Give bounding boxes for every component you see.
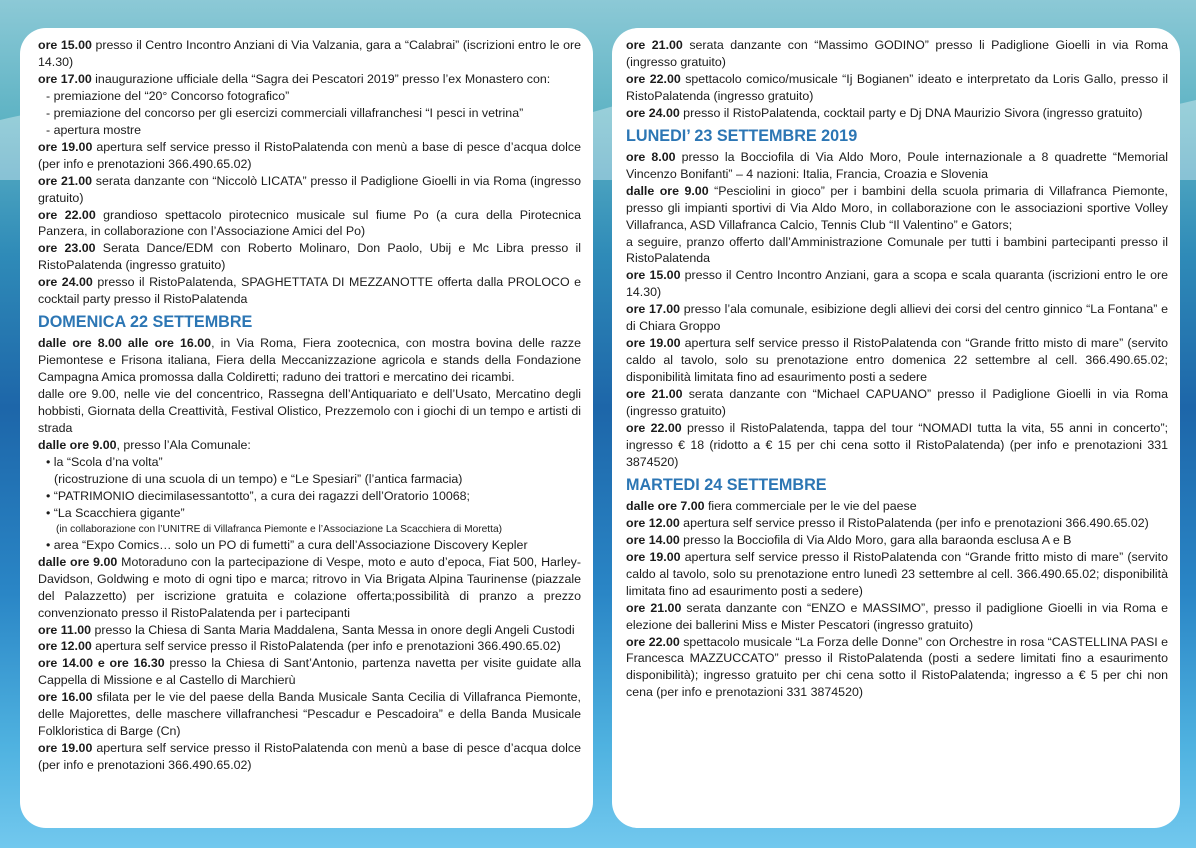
bullet-item: - apertura mostre bbox=[46, 122, 142, 137]
event-text: inaugurazione ufficiale della “Sagra dei Pescatori 2019” presso l’ex Monastero con: bbox=[91, 71, 551, 86]
event-item bbox=[38, 274, 581, 308]
event-text: apertura self service presso il RistoPalatenda con “Grande fritto misto di mare” (servito caldo al tavolo, solo su prenotazione entro lunedì 23 settembre al cell. 366.490.65.02; disponibilità limitata fino ad esaurimento posti a sedere) bbox=[626, 549, 1169, 598]
event-text: presso il RistoPalatenda, tappa del tour “NOMADI tutta la vita, 55 anni in concerto”; ingresso € 18 (ridotto a € 15 per chi cena sotto il RistoPalatenda) (per info e prenotazioni 331 3874520) bbox=[626, 421, 1169, 469]
bullet-item: - premiazione del concorso per gli esercizi commerciali villafranchesi “I pesci in vetrina” bbox=[46, 105, 524, 120]
event-item bbox=[626, 515, 1168, 532]
event-text: serata danzante con “Niccolò LICATA” presso il Padiglione Gioelli in via Roma (ingresso gratuito) bbox=[38, 173, 582, 205]
event-time: ore 22.00 bbox=[38, 207, 96, 222]
event-text: presso il Centro Incontro Anziani di Via Valzania, gara a “Calabrai” (iscrizioni entro le ore 14.30) bbox=[38, 38, 581, 69]
event-time: ore 17.00 bbox=[38, 71, 92, 86]
event-time: ore 14.00 bbox=[626, 532, 680, 547]
event-time: ore 15.00 bbox=[626, 268, 681, 283]
event-item: dalle ore 8.00 alle ore 16.00, in Via Roma, Fiera zootecnica, con mostra bovina delle razze Piemontese e Frisona italiana, Fiera della Meccanizzazione agricola e stands della Fondazione Campagna Amica promossa dalla Coldiretti; raduno dei trattori e mercatino dei ricambi. bbox=[38, 336, 581, 385]
event-item bbox=[38, 655, 581, 689]
event-time: dalle ore 7.00 bbox=[626, 498, 705, 513]
event-time: ore 21.00 bbox=[626, 387, 683, 402]
event-time: ore 11.00 bbox=[38, 622, 92, 637]
event-item: dalle ore 9.00, nelle vie del concentrico, Rassegna dell’Antiquariato e dell’Usato, Mercatino degli hobbisti, Giornata della Creattività, Festival Olistico, Prezzemolo con i giochi di un tempo e artisti di strada bbox=[38, 387, 581, 436]
event-item bbox=[38, 207, 581, 241]
event-text: presso la Chiesa di Santa Maria Maddalena, Santa Messa in onore degli Angeli Custodi bbox=[91, 622, 575, 637]
event-text: apertura self service presso il RistoPalatenda con “Grande fritto misto di mare” (servito caldo al tavolo, solo su prenotazione entro domenica 22 settembre al cell. 366.490.65.02; disponibilità limitata fino ad esaurimento posti a sedere bbox=[626, 336, 1169, 385]
event-time: dalle ore 9.00 bbox=[626, 183, 709, 198]
event-time: ore 19.00 bbox=[626, 336, 681, 351]
event-item bbox=[38, 689, 581, 740]
event-item bbox=[626, 183, 1168, 234]
event-time: ore 22.00 bbox=[626, 421, 682, 436]
event-time: ore 22.00 bbox=[626, 71, 681, 86]
event-time: ore 8.00 bbox=[626, 149, 676, 164]
event-text: “Pesciolini in gioco” per i bambini della scuola primaria di Villafranca Piemonte, presso gli impianti sportivi di Via Aldo Moro, in collaborazione con le associazioni sportive Volley Villafranca, ASD Villafranca Calcio, Tennis Club “Il Valentino” e Gators; bbox=[626, 183, 1168, 232]
event-text: Serata Dance/EDM con Roberto Molinaro, Don Paolo, Ubij e Mc Libra presso il RistoPalatenda (ingresso gratuito) bbox=[38, 241, 582, 273]
event-text: apertura self service presso il RistoPalatenda con menù a base di pesce d’acqua dolce (per info e prenotazioni 366.490.65.02) bbox=[38, 741, 581, 773]
event-text: apertura self service presso il RistoPalatenda (per info e prenotazioni 366.490.65.02) bbox=[91, 639, 561, 654]
event-item bbox=[626, 634, 1168, 702]
event-text: spettacolo musicale “La Forza delle Donne” con Orchestre in rosa “CASTELLINA PASI e Francesca MAZZUCCATO” presso il RistoPalatenda (posti a sedere limitati fino a esaurimento disponibilità); ingresso gratuito per chi cena sotto il RistoPalatenda; ingresso a € 5 per chi non cena (per info e prenotazioni 331 3874520) bbox=[626, 634, 1168, 700]
event-item: a seguire, pranzo offerto dall’Amministrazione Comunale per tutti i bambini partecipanti presso il RistoPalatenda bbox=[626, 234, 1168, 266]
heading-domenica: DOMENICA 22 SETTEMBRE bbox=[38, 313, 253, 332]
event-item bbox=[38, 139, 581, 173]
event-item bbox=[626, 301, 1168, 335]
ala-item: • “La Scacchiera gigante” bbox=[46, 505, 185, 520]
event-time: ore 19.00 bbox=[38, 139, 93, 154]
event-text: presso il Centro Incontro Anziani, gara a scopa e scala quaranta (iscrizioni entro le ore 14.30) bbox=[626, 268, 1168, 300]
event-text: presso il RistoPalatenda, cocktail party e Dj DNA Maurizio Sivora (ingresso gratuito) bbox=[679, 105, 1143, 120]
ala-item: (in collaborazione con l’UNITRE di Villafranca Piemonte e l’Associazione La Scacchiera di Moretta) bbox=[56, 523, 503, 535]
event-text: presso la Chiesa di Sant’Antonio, partenza navetta per visite guidate alla Cappella di Missione e al Castello di Marchierù bbox=[38, 656, 581, 688]
event-time: ore 12.00 bbox=[626, 515, 680, 530]
event-item bbox=[626, 386, 1168, 420]
event-time: ore 19.00 bbox=[626, 549, 681, 564]
event-time: ore 21.00 bbox=[626, 38, 683, 52]
event-time: ore 23.00 bbox=[38, 241, 96, 256]
ala-item: • la “Scola d’na volta” bbox=[46, 454, 163, 469]
event-time: ore 24.00 bbox=[38, 275, 93, 290]
event-time: ore 12.00 bbox=[38, 639, 92, 654]
event-item: dalle ore 9.00, presso l’Ala Comunale: bbox=[38, 437, 251, 452]
event-item bbox=[38, 71, 581, 88]
event-text: serata danzante con “Michael CAPUANO” presso il Padiglione Gioelli in via Roma (ingresso gratuito) bbox=[626, 387, 1169, 419]
event-time: ore 21.00 bbox=[626, 600, 682, 615]
event-item bbox=[626, 549, 1168, 600]
event-item bbox=[38, 622, 581, 639]
event-text: presso l’ala comunale, esibizione degli allievi dei corsi del centro ginnico “La Fontana” e di Chiara Groppo bbox=[626, 302, 1168, 334]
ala-item: (ricostruzione di una scuola di un tempo) e “Le Spesiari” (l’antica farmacia) bbox=[54, 471, 463, 486]
event-item bbox=[38, 240, 581, 274]
bullet-item: - premiazione del “20° Concorso fotografico” bbox=[46, 88, 290, 103]
event-item bbox=[626, 498, 1168, 515]
event-time: ore 19.00 bbox=[38, 741, 93, 756]
event-text: serata danzante con “Massimo GODINO” presso li Padiglione Gioelli in via Roma (ingresso gratuito) bbox=[626, 38, 1168, 69]
event-time: ore 21.00 bbox=[38, 173, 93, 188]
event-item bbox=[626, 600, 1168, 634]
event-text: fiera commerciale per le vie del paese bbox=[704, 498, 917, 513]
event-time: ore 15.00 bbox=[38, 38, 92, 52]
event-text: serata danzante con “ENZO e MASSIMO”, presso il padiglione Gioelli in via Roma e elezione dei ballerini Miss e Mister Pescatori (ingresso gratuito) bbox=[626, 600, 1168, 632]
heading-martedi: MARTEDI 24 SETTEMBRE bbox=[626, 475, 827, 494]
event-item bbox=[626, 37, 1168, 71]
event-item bbox=[626, 105, 1168, 122]
event-time: ore 14.00 e ore 16.30 bbox=[38, 656, 165, 671]
event-item bbox=[38, 37, 581, 71]
event-text: sfilata per le vie del paese della Banda Musicale Santa Cecilia di Villafranca Piemonte, delle Majorettes, delle maschere villafranchesi “Pescadur e Pescadoira” e della Banda Musicale Folkloristica di Barge (Cn) bbox=[38, 690, 581, 739]
event-time: ore 24.00 bbox=[626, 105, 680, 120]
event-text: presso il RistoPalatenda, SPAGHETTATA DI MEZZANOTTE offerta dalla PROLOCO e cocktail party presso il RistoPalatenda bbox=[38, 275, 581, 307]
event-text: presso la Bocciofila di Via Aldo Moro, gara alla baraonda esclusa A e B bbox=[679, 532, 1072, 547]
event-item bbox=[38, 173, 581, 207]
event-item bbox=[38, 638, 581, 655]
event-text: spettacolo comico/musicale “Ij Bogianen” ideato e interpretato da Loris Gallo, presso il RistoPalatenda (ingresso gratuito) bbox=[626, 71, 1169, 103]
event-item bbox=[626, 71, 1168, 105]
event-time: dalle ore 9.00 bbox=[38, 554, 118, 569]
event-time: ore 16.00 bbox=[38, 690, 93, 705]
event-item bbox=[626, 420, 1168, 471]
event-text: Motoraduno con la partecipazione di Vespe, moto e auto d’epoca, Fiat 500, Harley-Davidson, Goldwing e moto di ogni tipo e marca; ritrovo in Via Brigata Alpina Taurinense (piazzale del Palazzetto) per iscrizione gratuita e colazione offerta;possibilità di pranzo a prezzo convenzionato presso il RistoPalatenda per i partecipanti bbox=[38, 554, 581, 620]
event-text: apertura self service presso il RistoPalatenda con menù a base di pesce d’acqua dolce (per info e prenotazioni 366.490.65.02) bbox=[38, 139, 581, 171]
event-item bbox=[626, 149, 1168, 183]
event-time: ore 17.00 bbox=[626, 302, 681, 317]
event-text: grandioso spettacolo pirotecnico musicale sul fiume Po (a cura della Pirotecnica Panzera, in collaborazione con l’Associazione Amici del Po) bbox=[38, 207, 581, 239]
event-item bbox=[626, 532, 1168, 549]
event-text: presso la Bocciofila di Via Aldo Moro, Poule internazionale a 8 quadrette “Memorial Vincenzo Bonifanti” – 4 nazioni: Italia, Francia, Croazia e Slovenia bbox=[626, 149, 1168, 181]
left-column-panel bbox=[20, 28, 593, 828]
heading-lunedi: LUNEDI’ 23 SETTEMBRE 2019 bbox=[626, 126, 858, 145]
event-item bbox=[626, 267, 1168, 301]
event-item bbox=[626, 335, 1168, 386]
ala-item: • area “Expo Comics… solo un PO di fumetti” a cura dell’Associazione Discovery Kepler bbox=[46, 537, 528, 552]
right-column-panel bbox=[612, 28, 1180, 828]
event-time: ore 22.00 bbox=[626, 634, 680, 649]
ala-item: • “PATRIMONIO diecimilasessantotto”, a cura dei ragazzi dell’Oratorio 10068; bbox=[46, 488, 470, 503]
event-text: apertura self service presso il RistoPalatenda (per info e prenotazioni 366.490.65.02) bbox=[679, 515, 1149, 530]
event-item bbox=[38, 740, 581, 774]
event-item bbox=[38, 554, 581, 622]
